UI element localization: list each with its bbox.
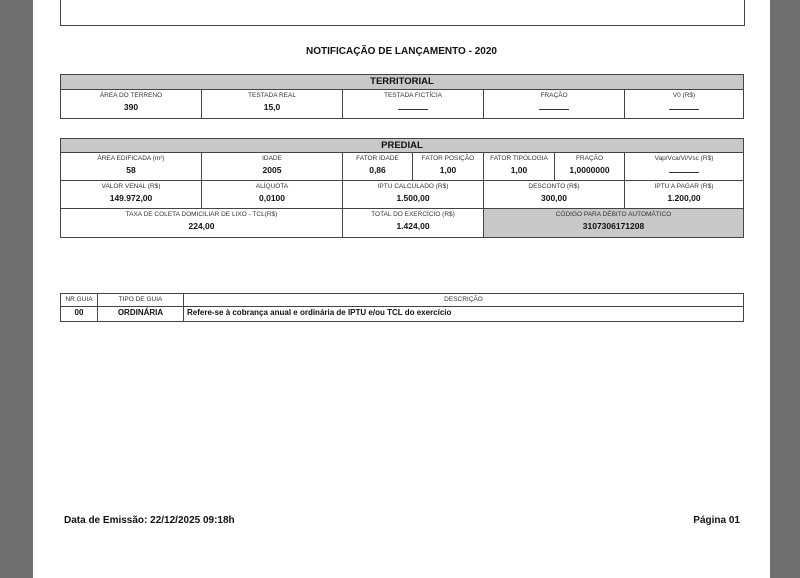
cell-value: 15,0 bbox=[263, 102, 281, 112]
empty-dash bbox=[669, 103, 699, 110]
territorial-cell bbox=[624, 89, 744, 119]
cell-value bbox=[484, 102, 624, 112]
predial-cell bbox=[624, 180, 744, 209]
cell-value: 390 bbox=[123, 102, 139, 112]
cell-label: ÁREA DO TERRENO bbox=[99, 92, 163, 99]
predial-cell bbox=[201, 180, 343, 209]
emission-date: Data de Emissão: 22/12/2025 09:18h bbox=[64, 515, 235, 526]
auto-debit-code bbox=[483, 208, 744, 238]
predial-cell bbox=[342, 208, 484, 238]
cell-label: DESCONTO (R$) bbox=[528, 183, 580, 190]
territorial-cell bbox=[60, 89, 202, 119]
cell-label: FRAÇÃO bbox=[575, 155, 604, 162]
page-title: NOTIFICAÇÃO DE LANÇAMENTO - 2020 bbox=[306, 46, 497, 57]
predial-cell bbox=[201, 152, 343, 181]
predial-cell bbox=[483, 152, 555, 181]
cell-value: 1.424,00 bbox=[396, 221, 430, 231]
cell-label: IDADE bbox=[262, 155, 282, 162]
guia-cell: ORDINÁRIA bbox=[97, 306, 184, 322]
cell-value: 0,86 bbox=[369, 165, 386, 175]
predial-cell bbox=[483, 180, 625, 209]
guia-cell: Refere-se à cobrança anual e ordinária de IPTU e/ou TCL do exercício bbox=[183, 306, 744, 322]
cell-value: 224,00 bbox=[188, 221, 215, 231]
cell-label: ÁREA EDIFICADA (m²) bbox=[97, 155, 165, 162]
cell-value: 300,00 bbox=[541, 193, 567, 203]
guia-header: NR.GUIA bbox=[60, 293, 98, 307]
predial-cell bbox=[624, 152, 744, 181]
cell-value bbox=[343, 102, 483, 112]
predial-cell bbox=[554, 152, 625, 181]
cell-label: Vap/Vca/Vi/Vsc (R$) bbox=[654, 155, 714, 162]
cell-value: 1.200,00 bbox=[667, 193, 701, 203]
cell-label: V0 (R$) bbox=[672, 92, 696, 99]
cell-value: 1.500,00 bbox=[396, 193, 430, 203]
cell-label: TOTAL DO EXERCÍCIO (R$) bbox=[371, 211, 455, 218]
cell-label: TESTADA REAL bbox=[248, 92, 296, 99]
empty-dash bbox=[539, 103, 569, 110]
guia-cell: 00 bbox=[60, 306, 98, 322]
cell-value: 2005 bbox=[262, 165, 282, 175]
territorial-header: TERRITORIAL bbox=[60, 74, 744, 90]
cell-label: IPTU CALCULADO (R$) bbox=[377, 183, 449, 190]
cell-label: FATOR IDADE bbox=[356, 155, 399, 162]
predial-cell bbox=[60, 180, 202, 209]
cell-value: 149.972,00 bbox=[109, 193, 153, 203]
territorial-cell bbox=[342, 89, 484, 119]
page-number: Página 01 bbox=[693, 515, 740, 526]
cell-value: 58 bbox=[126, 165, 136, 175]
cell-label: IPTU A PAGAR (R$) bbox=[654, 183, 714, 190]
cell-value: 1,0000000 bbox=[569, 165, 610, 175]
cell-value bbox=[625, 102, 743, 112]
cell-label: FATOR TIPOLOGIA bbox=[490, 155, 548, 162]
guia-header: TIPO DE GUIA bbox=[97, 293, 184, 307]
cell-value: 1,00 bbox=[510, 165, 528, 175]
territorial-cell bbox=[483, 89, 625, 119]
top-box bbox=[60, 0, 745, 26]
cell-label: TESTADA FICTÍCIA bbox=[383, 92, 443, 99]
predial-cell bbox=[342, 152, 413, 181]
empty-dash bbox=[669, 166, 699, 173]
territorial-cell bbox=[201, 89, 343, 119]
predial-cell bbox=[342, 180, 484, 209]
cell-label: VALOR VENAL (R$) bbox=[101, 183, 161, 190]
guia-header: DESCRIÇÃO bbox=[183, 293, 744, 307]
predial-header: PREDIAL bbox=[60, 138, 744, 153]
document-page bbox=[33, 0, 770, 578]
cell-label: CÓDIGO PARA DÉBITO AUTOMÁTICO bbox=[555, 211, 672, 218]
cell-label: ALÍQUOTA bbox=[255, 183, 289, 190]
predial-cell bbox=[412, 152, 484, 181]
cell-value: 1,00 bbox=[439, 165, 457, 175]
cell-label: FATOR POSIÇÃO bbox=[421, 155, 475, 162]
predial-cell bbox=[60, 208, 343, 238]
cell-value bbox=[625, 165, 743, 175]
cell-label: TAXA DE COLETA DOMICILIAR DE LIXO - TCL(R$) bbox=[125, 211, 278, 218]
predial-cell bbox=[60, 152, 202, 181]
cell-value: 0,0100 bbox=[259, 193, 285, 203]
empty-dash bbox=[398, 103, 428, 110]
cell-label: FRAÇÃO bbox=[540, 92, 568, 99]
cell-value: 3107306171208 bbox=[582, 221, 645, 231]
